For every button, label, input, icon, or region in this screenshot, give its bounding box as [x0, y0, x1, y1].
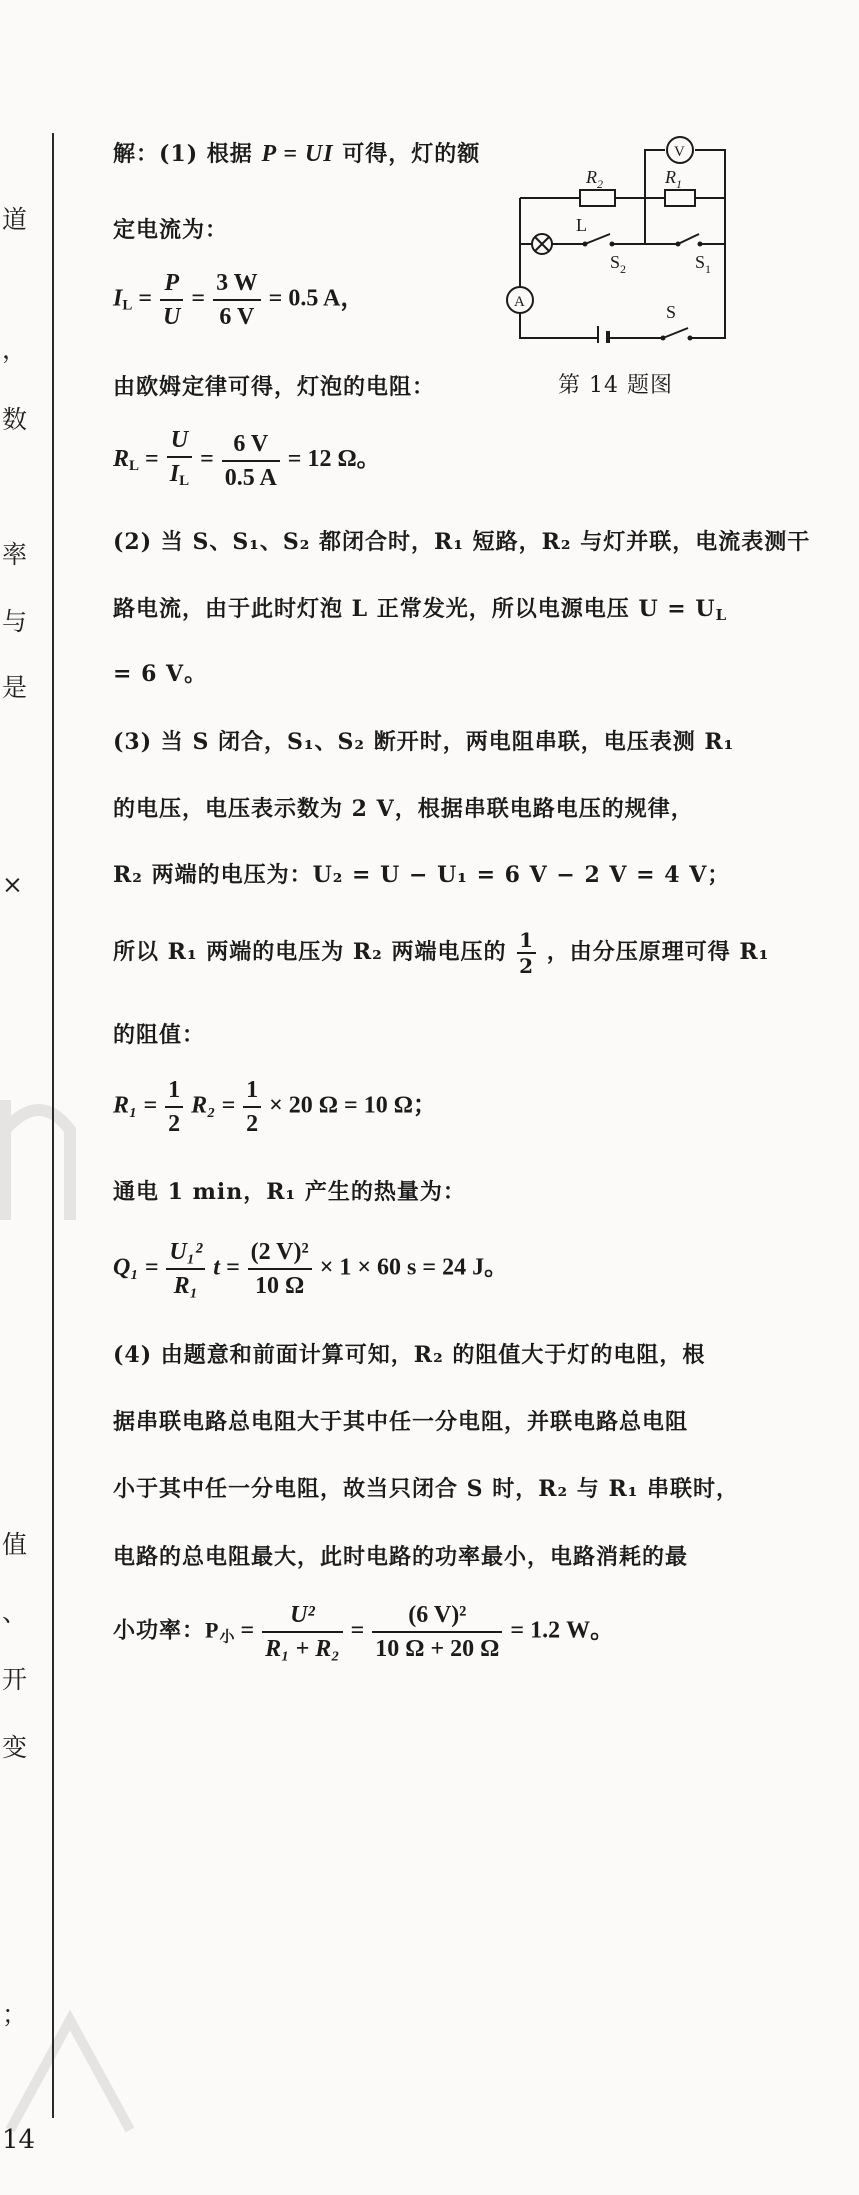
label-r2: $R_2$: [586, 167, 603, 191]
p4-line1: (4) 由题意和前面计算可知，R₂ 的阻值大于灯的电阻，根: [113, 1342, 706, 1368]
p3-line2: 的电压，电压表示数为 2 V，根据串联电路电压的规律，: [113, 796, 694, 822]
formula-rl: $R_L$ = $\frac{U}{I_L}$ = $\frac{6 V}{0.5 A}$ = 12 Ω。: [113, 427, 381, 491]
left-fragment: 数: [2, 405, 28, 434]
p3-line4: 所以 R₁ 两端的电压为 R₂ 两端电压的 $\frac{1}{2}$ ，由分压原理可得 R₁: [113, 928, 770, 978]
left-fragment: 率: [2, 540, 28, 569]
watermark-graphic: [0, 1090, 120, 1230]
left-fragment: 、: [2, 1598, 28, 1627]
label-s2: $S_2$: [610, 252, 627, 276]
left-fragment: ；: [2, 2000, 28, 2029]
column-divider: [52, 133, 54, 2118]
resistor-r1-symbol: [665, 190, 695, 206]
p2-line3: = 6 V。: [113, 661, 208, 687]
p4-line3: 小于其中任一分电阻，故当只闭合 S 时，R₂ 与 R₁ 串联时，: [113, 1476, 740, 1502]
left-fragment: ，: [2, 335, 28, 364]
label-s1: $S_1$: [695, 252, 712, 276]
left-fragment: 与: [2, 607, 28, 636]
p3-line3: R₂ 两端的电压为：U₂ = U − U₁ = 6 V − 2 V = 4 V；: [113, 862, 731, 888]
p1-line2: 定电流为：: [113, 217, 229, 243]
p4-line4: 电路的总电阻最大，此时电路的功率最小，电路消耗的最: [113, 1544, 689, 1570]
left-fragment: 道: [2, 205, 28, 234]
formula-il: $I_L$ = $\frac{P}{U}$ = $\frac{3 W}{6 V}$ = 0.5 A，: [113, 270, 365, 330]
label-v: V: [674, 144, 685, 160]
formula-q: Q₁ = $\frac{\text{U₁²}}{\text{R₁}}$ t = $\frac{\text{(2 V)²}}{10 \Omega}$ × 1 × 60 s = 24 J。: [113, 1239, 509, 1299]
label-l: L: [576, 215, 587, 235]
left-fragment: 值: [2, 1530, 28, 1559]
left-fragment: 开: [2, 1665, 28, 1694]
p1-line1: 解：(1) 根据 P = UI 可得，灯的额: [113, 141, 481, 167]
page-number: 14: [2, 2125, 36, 2155]
left-fragment: ×: [2, 870, 23, 899]
p2-line1: (2) 当 S、S₁、S₂ 都闭合时，R₁ 短路，R₂ 与灯并联，电流表测干: [113, 529, 811, 555]
p3-line1: (3) 当 S 闭合，S₁、S₂ 断开时，两电阻串联，电压表测 R₁: [113, 729, 735, 755]
resistor-r2-symbol: [580, 190, 615, 206]
circuit-diagram: [500, 128, 740, 343]
formula-pmin: 小功率：$P_小$ = $\frac{\text{U²}}{\text{R₁ + R₂}}$ = $\frac{\text{(6 V)²}}{10 \Omega + 20 \Omega}$ = 1.2 W。: [113, 1602, 615, 1662]
label-r1: $R_1$: [665, 167, 682, 191]
label-s: S: [666, 302, 677, 322]
ohm-law-line: 由欧姆定律可得，灯泡的电阻：: [113, 374, 436, 400]
formula-r1: R₁ = $\frac{1}{2}$ R₂ = $\frac{1}{2}$ × 20 Ω = 10 Ω；: [113, 1077, 437, 1137]
heat-line: 通电 1 min，R₁ 产生的热量为：: [113, 1179, 466, 1205]
label-a: A: [514, 294, 525, 310]
p3-line5: 的阻值：: [113, 1022, 206, 1048]
figure-caption: 第 14 题图: [558, 373, 673, 398]
p2-line2: 路电流，由于此时灯泡 L 正常发光，所以电源电压 $U = U_L$: [113, 596, 728, 624]
p4-line2: 据串联电路总电阻大于其中任一分电阻，并联电路总电阻: [113, 1409, 689, 1435]
left-fragment: 变: [2, 1733, 28, 1762]
left-fragment: 是: [2, 673, 28, 702]
